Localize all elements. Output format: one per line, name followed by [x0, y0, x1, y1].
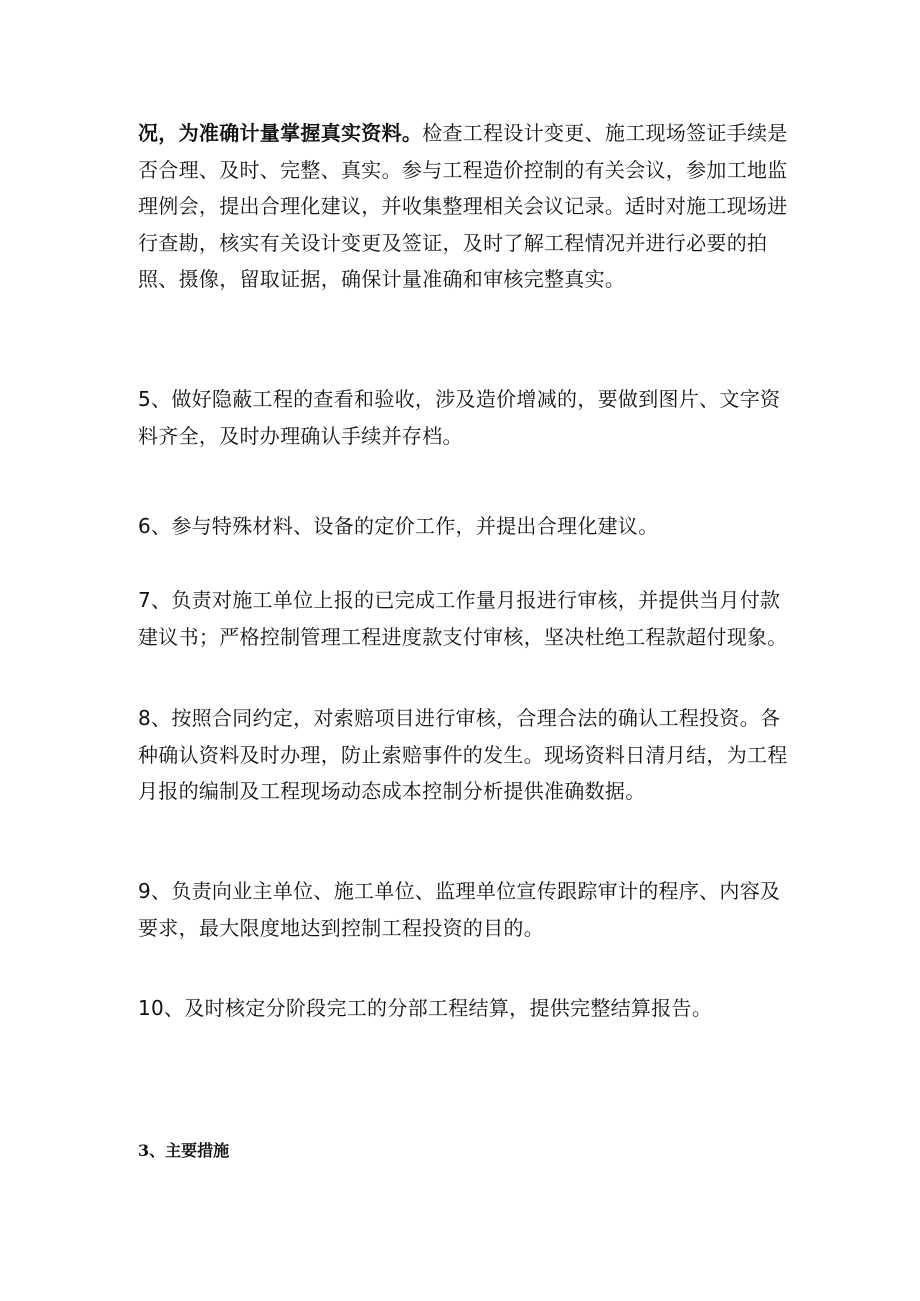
list-item-7: 7、负责对施工单位上报的已完成工作量月报进行审核，并提供当月付款建议书；严格控制管理工程进度款支付审核，坚决杜绝工程款超付现象。: [138, 588, 788, 649]
bold-lead-text: 况，为准确计量掌握真实资料。: [138, 121, 423, 145]
paragraph-text: 检查工程设计变更、施工现场签证手续是否合理、及时、完整、真实。参与工程造价控制的有关会议，参加工地监理例会，提出合理化建议，并收集整理相关会议记录。适时对施工现场进行查勘，核实有关设计变更及签证，及时了解工程情况并进行必要的拍照、摄像，留取证据，确保计量准确和审核完整真实。: [138, 121, 788, 291]
section-heading: 3、主要措施: [138, 1141, 230, 1160]
list-item-8: 8、按照合同约定，对索赔项目进行审核，合理合法的确认工程投资。各种确认资料及时办理，防止索赔事件的发生。现场资料日清月结，为工程月报的编制及工程现场动态成本控制分析提供准确数据。: [138, 706, 788, 803]
list-item-10: 10、及时核定分阶段完工的分部工程结算，提供完整结算报告。: [138, 996, 713, 1020]
list-item-5: 5、做好隐蔽工程的查看和验收，涉及造价增减的，要做到图片、文字资料齐全，及时办理确认手续并存档。: [138, 387, 781, 448]
list-item-9: 9、负责向业主单位、施工单位、监理单位宣传跟踪审计的程序、内容及要求，最大限度地达到控制工程投资的目的。: [138, 879, 781, 940]
paragraph-continuation: [138, 115, 788, 298]
list-item-6: 6、参与特殊材料、设备的定价工作，并提出合理化建议。: [138, 514, 659, 538]
